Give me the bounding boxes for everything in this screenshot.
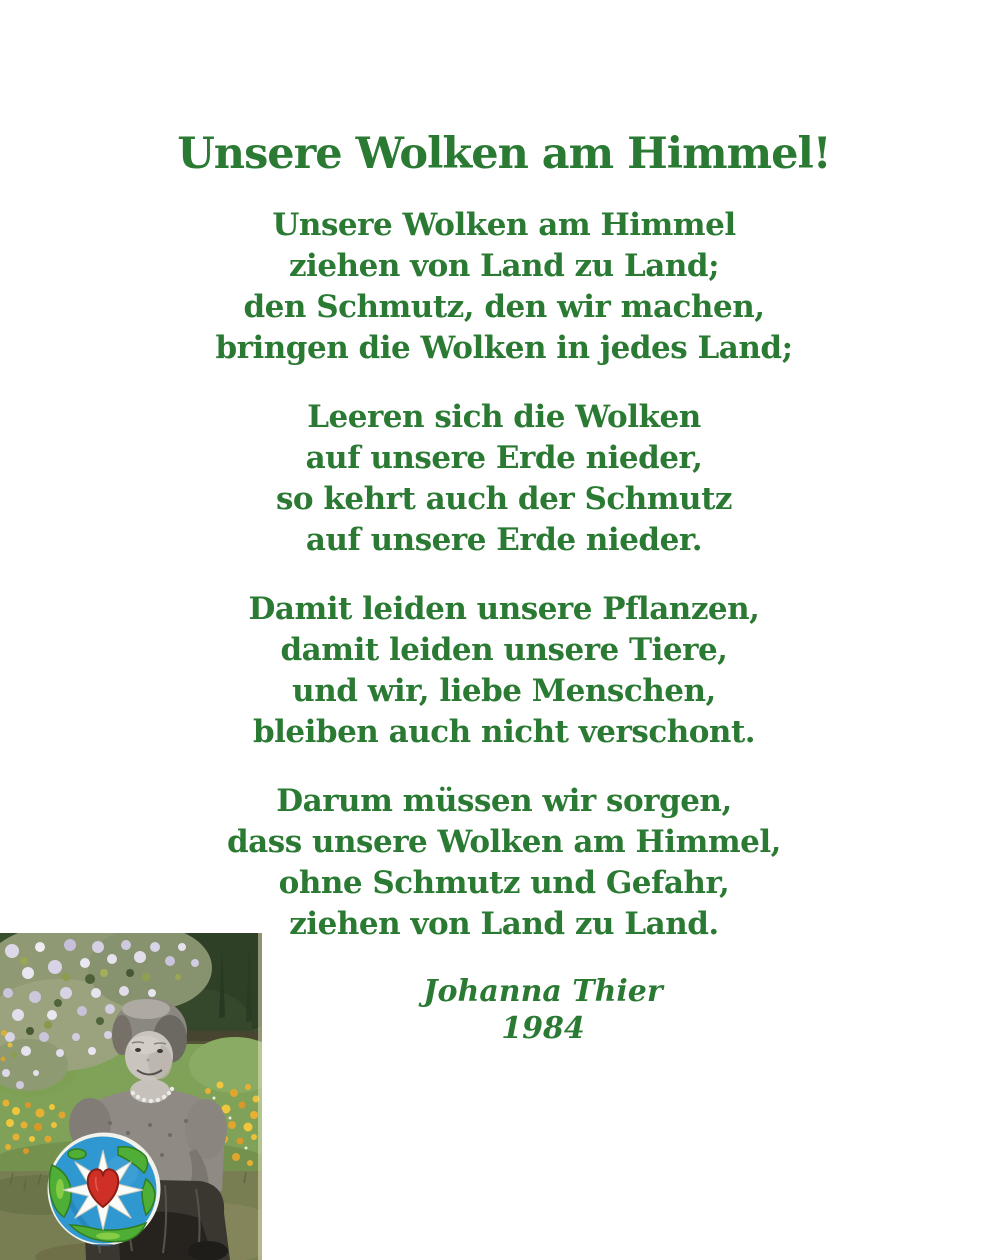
- poem-line: ohne Schmutz und Gefahr,: [278, 865, 730, 901]
- poem-line: auf unsere Erde nieder.: [305, 522, 703, 558]
- photo-collage: [0, 933, 262, 1260]
- stanza-4: [0, 781, 1008, 945]
- poem-line: damit leiden unsere Tiere,: [280, 632, 728, 668]
- poem-line: ziehen von Land zu Land.: [289, 906, 719, 942]
- poem-line: auf unsere Erde nieder,: [305, 440, 703, 476]
- poem-line: bringen die Wolken in jedes Land;: [215, 330, 793, 366]
- poem-line: so kehrt auch der Schmutz: [275, 481, 733, 517]
- globe-star-heart-emblem: [48, 1133, 161, 1247]
- emblem-copyright-mark: [93, 1244, 113, 1246]
- stanza-1: [0, 205, 1008, 369]
- poem-title: Unsere Wolken am Himmel!: [177, 129, 831, 179]
- poem-line: Damit leiden unsere Pflanzen,: [248, 591, 760, 627]
- author-name: Johanna Thier: [423, 974, 663, 1009]
- poem-line: bleiben auch nicht verschont.: [252, 714, 756, 750]
- poem-line: ziehen von Land zu Land;: [288, 248, 720, 284]
- poem-body: [0, 205, 1008, 1047]
- poem-line: und wir, liebe Menschen,: [292, 673, 716, 709]
- poem-line: Unsere Wolken am Himmel: [272, 207, 736, 243]
- poem-year: 1984: [501, 1011, 585, 1046]
- stanza-2: [0, 397, 1008, 561]
- poem-line: dass unsere Wolken am Himmel,: [227, 824, 781, 860]
- poem-line: Darum müssen wir sorgen,: [276, 783, 732, 819]
- stanza-3: [0, 589, 1008, 753]
- poem-line: den Schmutz, den wir machen,: [243, 289, 765, 325]
- poem-line: Leeren sich die Wolken: [307, 399, 701, 435]
